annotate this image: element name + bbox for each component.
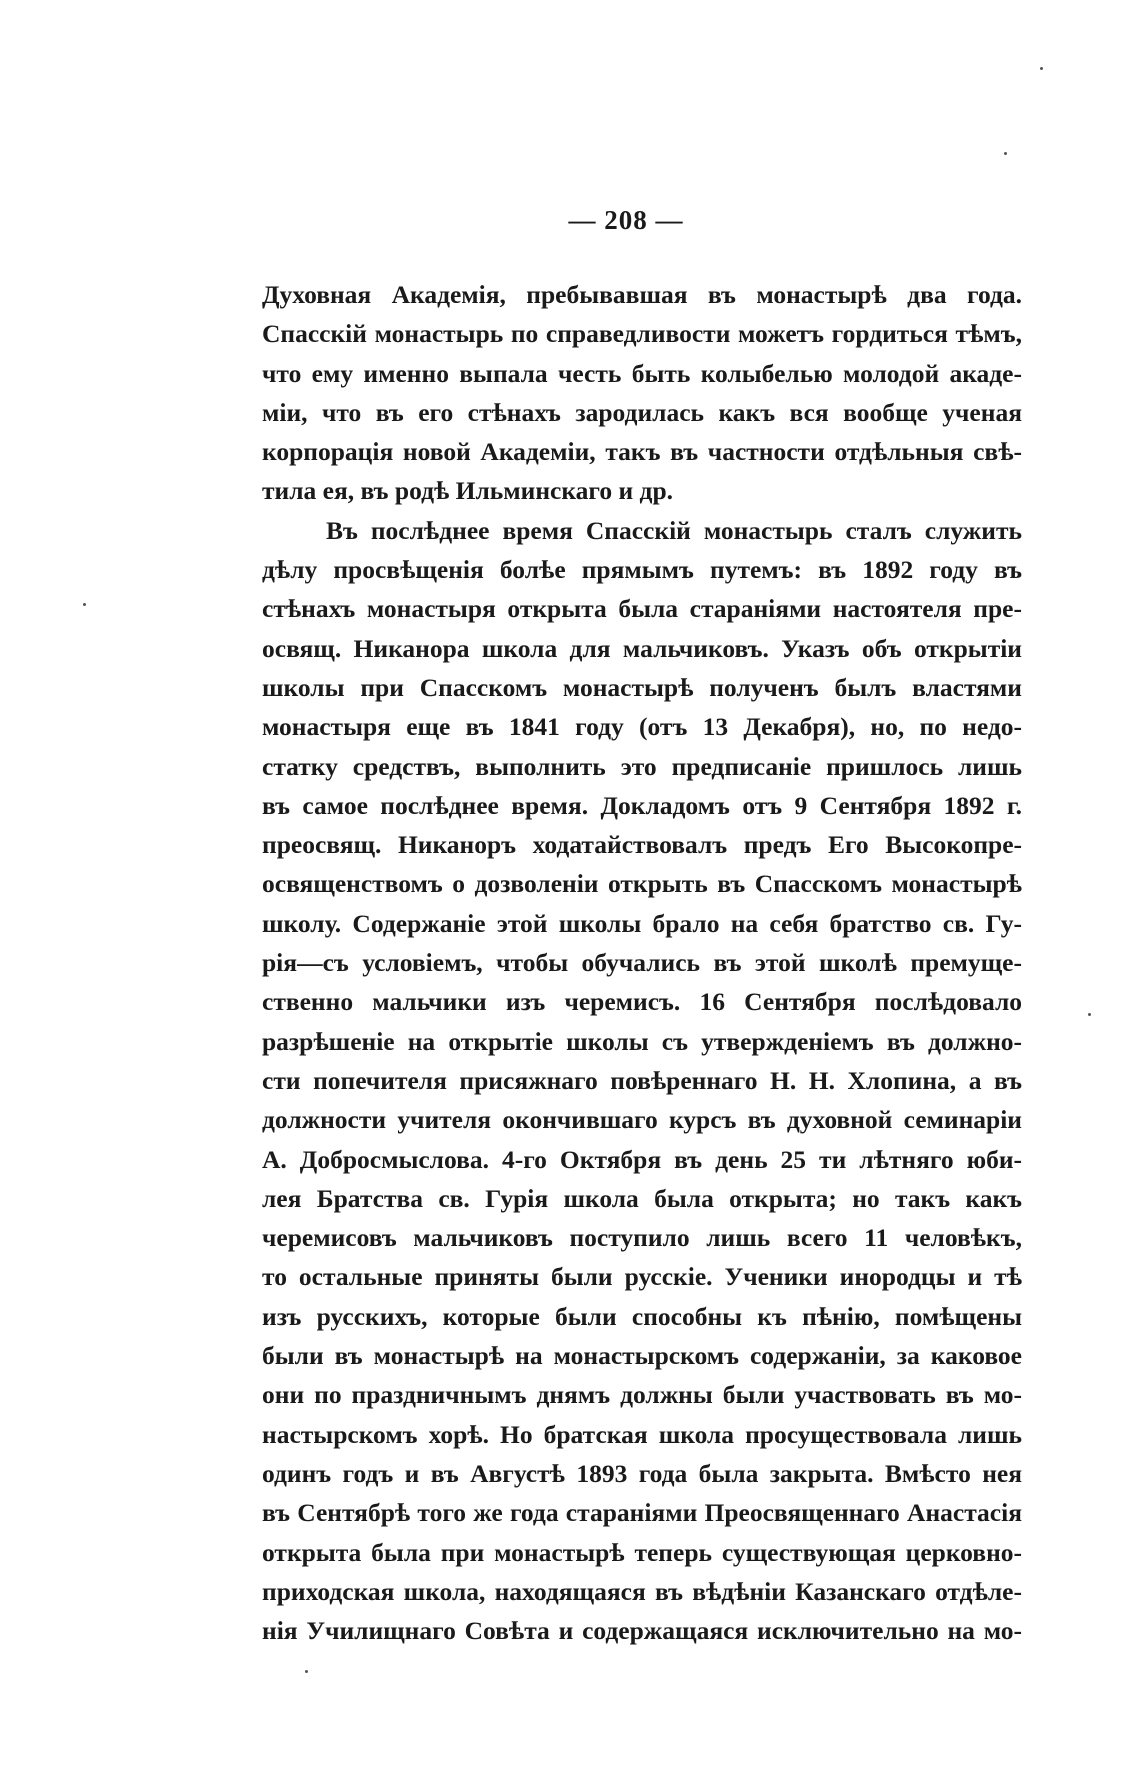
text-line: разрѣшеніе на открытіе школы съ утвержденіемъ въ должно- (262, 1026, 1022, 1056)
text-line: лея Братства св. Гурія школа была открыта; но такъ какъ (262, 1183, 1022, 1213)
text-line: сти попечителя присяжнаго повѣреннаго Н. Н. Хлопина, а въ (262, 1065, 1022, 1095)
text-line: корпорація новой Академіи, такъ въ частности отдѣльныя свѣ- (262, 437, 1022, 467)
text-line: Спасскій монастырь по справедливости можетъ гордиться тѣмъ, (262, 319, 1022, 349)
text-line: приходская школа, находящаяся въ вѣдѣніи Казанскаго отдѣле- (262, 1576, 1022, 1606)
page-number-text: — 208 — (568, 205, 684, 235)
text-line: настырскомъ хорѣ. Но братская школа просуществовала лишь (262, 1419, 1022, 1449)
text-line: что ему именно выпала честь быть колыбелью молодой акаде- (262, 358, 1022, 388)
text-line: Въ послѣднее время Спасскій монастырь сталъ служить (326, 515, 1022, 545)
text-line: рія—съ условіемъ, чтобы обучались въ этой школѣ премуще- (262, 948, 1022, 978)
text-line: они по праздничнымъ днямъ должны были участвовать въ мо- (262, 1380, 1022, 1410)
text-line: освященствомъ о дозволеніи открыть въ Спасскомъ монастырѣ (262, 869, 1022, 899)
text-line: стѣнахъ монастыря открыта была стараніями настоятеля пре- (262, 594, 1022, 624)
text-line: нія Училищнаго Совѣта и содержащаяся исключительно на мо- (262, 1616, 1022, 1646)
page-number (0, 205, 1140, 236)
scan-speck (305, 1670, 308, 1673)
text-line: одинъ годъ и въ Августѣ 1893 года была закрыта. Вмѣсто нея (262, 1458, 1022, 1488)
text-line: дѣлу просвѣщенія болѣе прямымъ путемъ: въ 1892 году въ (262, 555, 1022, 585)
body-text (262, 275, 1022, 1650)
text-line: черемисовъ мальчиковъ поступило лишь всего 11 человѣкъ, (262, 1223, 1022, 1253)
text-line: тила ея, въ родѣ Ильминскаго и др. (262, 476, 674, 506)
text-line: открыта была при монастырѣ теперь существующая церковно- (262, 1537, 1022, 1567)
text-line: преосвящ. Никаноръ ходатайствовалъ предъ Его Высокопре- (262, 830, 1022, 860)
text-line: были въ монастырѣ на монастырскомъ содержаніи, за каковое (262, 1341, 1022, 1371)
text-line: ственно мальчики изъ черемисъ. 16 Сентября послѣдовало (262, 987, 1022, 1017)
scan-speck (1040, 67, 1043, 70)
scan-speck (1088, 1013, 1091, 1016)
text-line: школу. Содержаніе этой школы брало на себя братство св. Гу- (262, 908, 1022, 938)
text-line: монастыря еще въ 1841 году (отъ 13 Декабря), но, по недо- (262, 712, 1022, 742)
text-line: изъ русскихъ, которые были способны къ пѣнію, помѣщены (262, 1301, 1022, 1331)
scan-speck (1004, 152, 1007, 155)
text-line: статку средствъ, выполнить это предписаніе пришлось лишь (262, 751, 1022, 781)
text-line: то остальные приняты были русскіе. Ученики инородцы и тѣ (262, 1262, 1022, 1292)
text-line: школы при Спасскомъ монастырѣ полученъ былъ властями (262, 672, 1022, 702)
scan-speck (83, 603, 86, 606)
text-line: въ самое послѣднее время. Докладомъ отъ 9 Сентября 1892 г. (262, 790, 1022, 820)
text-line: А. Добросмыслова. 4-го Октября въ день 25 ти лѣтняго юби- (262, 1144, 1022, 1174)
text-line: міи, что въ его стѣнахъ зародилась какъ вся вообще ученая (262, 397, 1022, 427)
text-line: въ Сентябрѣ того же года стараніями Преосвященнаго Анастасія (262, 1498, 1022, 1528)
text-line: освящ. Никанора школа для мальчиковъ. Указъ объ открытіи (262, 633, 1022, 663)
text-line: Духовная Академія, пребывавшая въ монастырѣ два года. (262, 280, 1022, 309)
text-line: должности учителя окончившаго курсъ въ духовной семинаріи (262, 1105, 1022, 1135)
